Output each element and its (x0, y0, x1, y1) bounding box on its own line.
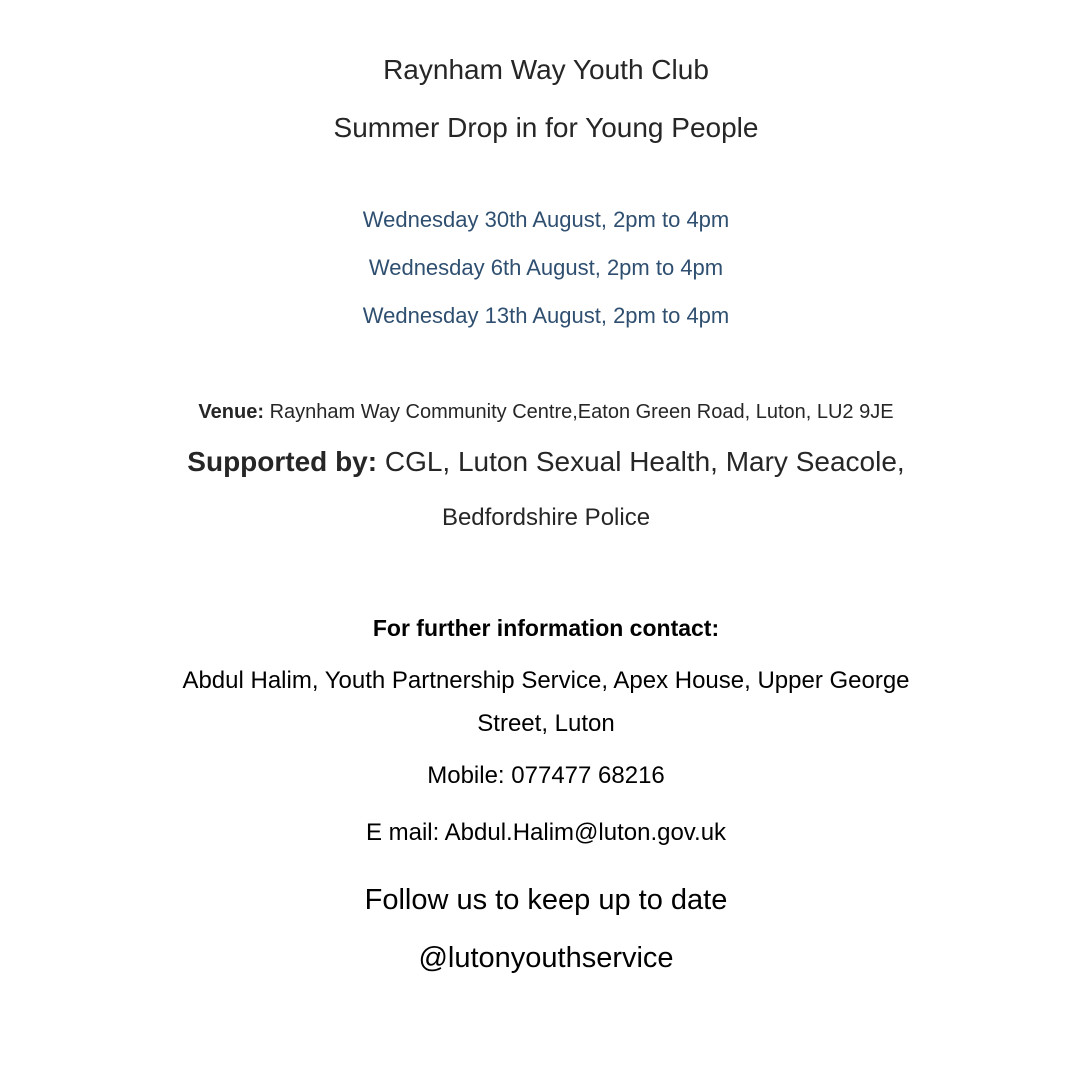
contact-email: E mail: Abdul.Halim@luton.gov.uk (365, 819, 727, 846)
venue-value: Raynham Way Community Centre,Eaton Green Road, Luton, LU2 9JE (269, 401, 894, 423)
supported-line-2: Bedfordshire Police (441, 504, 651, 531)
contact-mobile: Mobile: 077477 68216 (427, 762, 665, 789)
session-date-2: Wednesday 6th August, 2pm to 4pm (368, 255, 724, 280)
supported-label: Supported by: (187, 446, 378, 477)
venue-line (0, 400, 1080, 424)
contact-heading: For further information contact: (372, 615, 720, 641)
venue-label: Venue: (198, 401, 264, 423)
supported-line (0, 445, 1080, 479)
contact-name-line-1: Abdul Halim, Youth Partnership Service, Apex House, Upper George (182, 667, 910, 694)
follow-text: Follow us to keep up to date (364, 884, 728, 916)
contact-name-line-2: Street, Luton (477, 710, 615, 737)
session-date-3: Wednesday 13th August, 2pm to 4pm (362, 303, 730, 328)
page-subtitle: Summer Drop in for Young People (333, 112, 759, 143)
social-handle: @lutonyouthservice (418, 942, 674, 974)
page-title: Raynham Way Youth Club (383, 54, 709, 85)
session-date-1: Wednesday 30th August, 2pm to 4pm (362, 207, 730, 232)
supported-value: CGL, Luton Sexual Health, Mary Seacole, (384, 446, 905, 477)
